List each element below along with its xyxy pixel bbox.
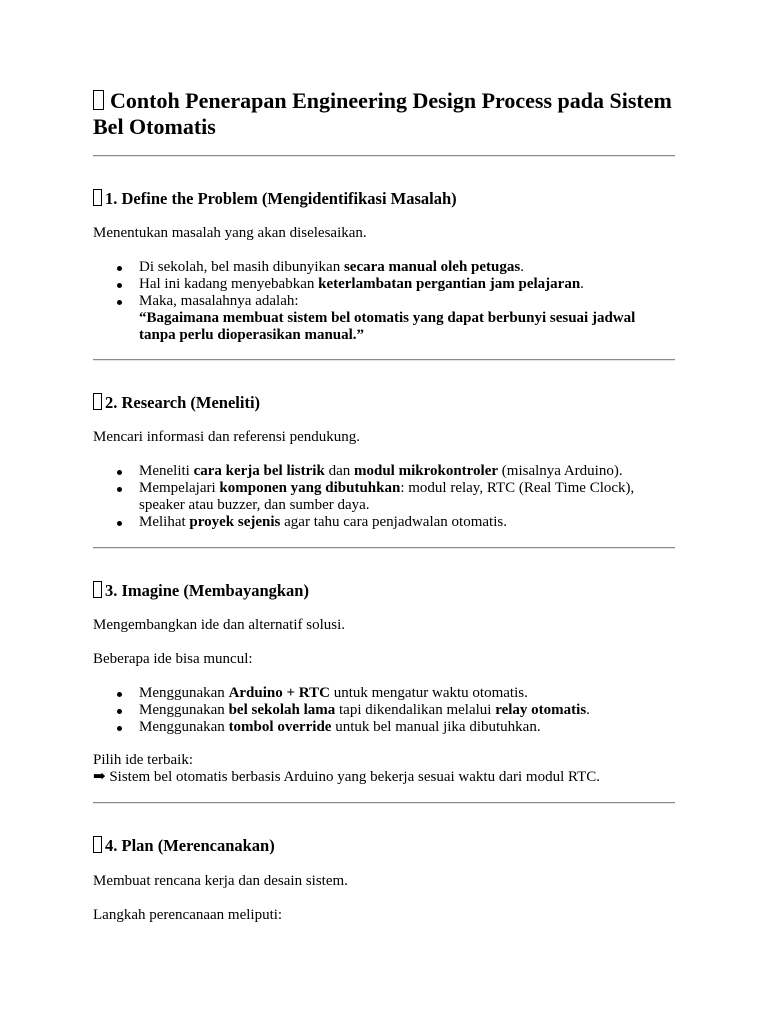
missing-glyph-icon [93, 836, 102, 853]
section-1-intro: Menentukan masalah yang akan diselesaikan. [93, 225, 367, 241]
missing-glyph-icon [93, 581, 102, 598]
divider [93, 155, 675, 157]
best-idea-text: ➡ Sistem bel otomatis berbasis Arduino yang bekerja sesuai waktu dari modul RTC. [93, 769, 601, 785]
section-3-intro-2: Beberapa ide bisa muncul: [93, 651, 253, 667]
section-3-heading: 3. Imagine (Membayangkan) [93, 581, 309, 601]
missing-glyph-icon [93, 189, 102, 206]
list-item: Maka, masalahnya adalah: “Bagaimana membuat sistem bel otomatis yang dapat berbunyi sesuai jadwal tanpa perlu dioperasikan manual.” [93, 293, 673, 344]
section-1-list [93, 259, 673, 344]
problem-statement: “Bagaimana membuat sistem bel otomatis yang dapat berbunyi sesuai jadwal tanpa perlu dioperasikan manual.” [139, 310, 636, 343]
section-2-list [93, 463, 673, 531]
section-3-list [93, 685, 673, 736]
divider [93, 359, 675, 361]
section-2-intro: Mencari informasi dan referensi pendukung. [93, 429, 360, 445]
list-item: Meneliti cara kerja bel listrik dan modul mikrokontroler (misalnya Arduino). [93, 463, 673, 480]
section-4-intro: Membuat rencana kerja dan desain sistem. [93, 873, 348, 889]
list-item: Di sekolah, bel masih dibunyikan secara manual oleh petugas. [93, 259, 673, 276]
list-item: Menggunakan tombol override untuk bel manual jika dibutuhkan. [93, 719, 673, 736]
section-4-intro-2: Langkah perencanaan meliputi: [93, 907, 283, 923]
best-idea-label: Pilih ide terbaik: [93, 752, 193, 768]
section-4-heading: 4. Plan (Merencanakan) [93, 836, 275, 856]
list-item: Melihat proyek sejenis agar tahu cara penjadwalan otomatis. [93, 514, 673, 531]
divider [93, 547, 675, 549]
list-item: Hal ini kadang menyebabkan keterlambatan pergantian jam pelajaran. [93, 276, 673, 293]
list-item: Menggunakan Arduino + RTC untuk mengatur waktu otomatis. [93, 685, 673, 702]
divider [93, 802, 675, 804]
section-2-heading: 2. Research (Meneliti) [93, 393, 260, 413]
section-1-heading: 1. Define the Problem (Mengidentifikasi Masalah) [93, 189, 457, 209]
missing-glyph-icon [93, 90, 104, 110]
document-title: Contoh Penerapan Engineering Design Process pada Sistem Bel Otomatis [93, 88, 672, 139]
section-3-intro: Mengembangkan ide dan alternatif solusi. [93, 617, 346, 633]
list-item: Mempelajari komponen yang dibutuhkan: modul relay, RTC (Real Time Clock), speaker atau buzzer, dan sumber daya. [93, 480, 673, 514]
missing-glyph-icon [93, 393, 102, 410]
list-item: Menggunakan bel sekolah lama tapi dikendalikan melalui relay otomatis. [93, 702, 673, 719]
